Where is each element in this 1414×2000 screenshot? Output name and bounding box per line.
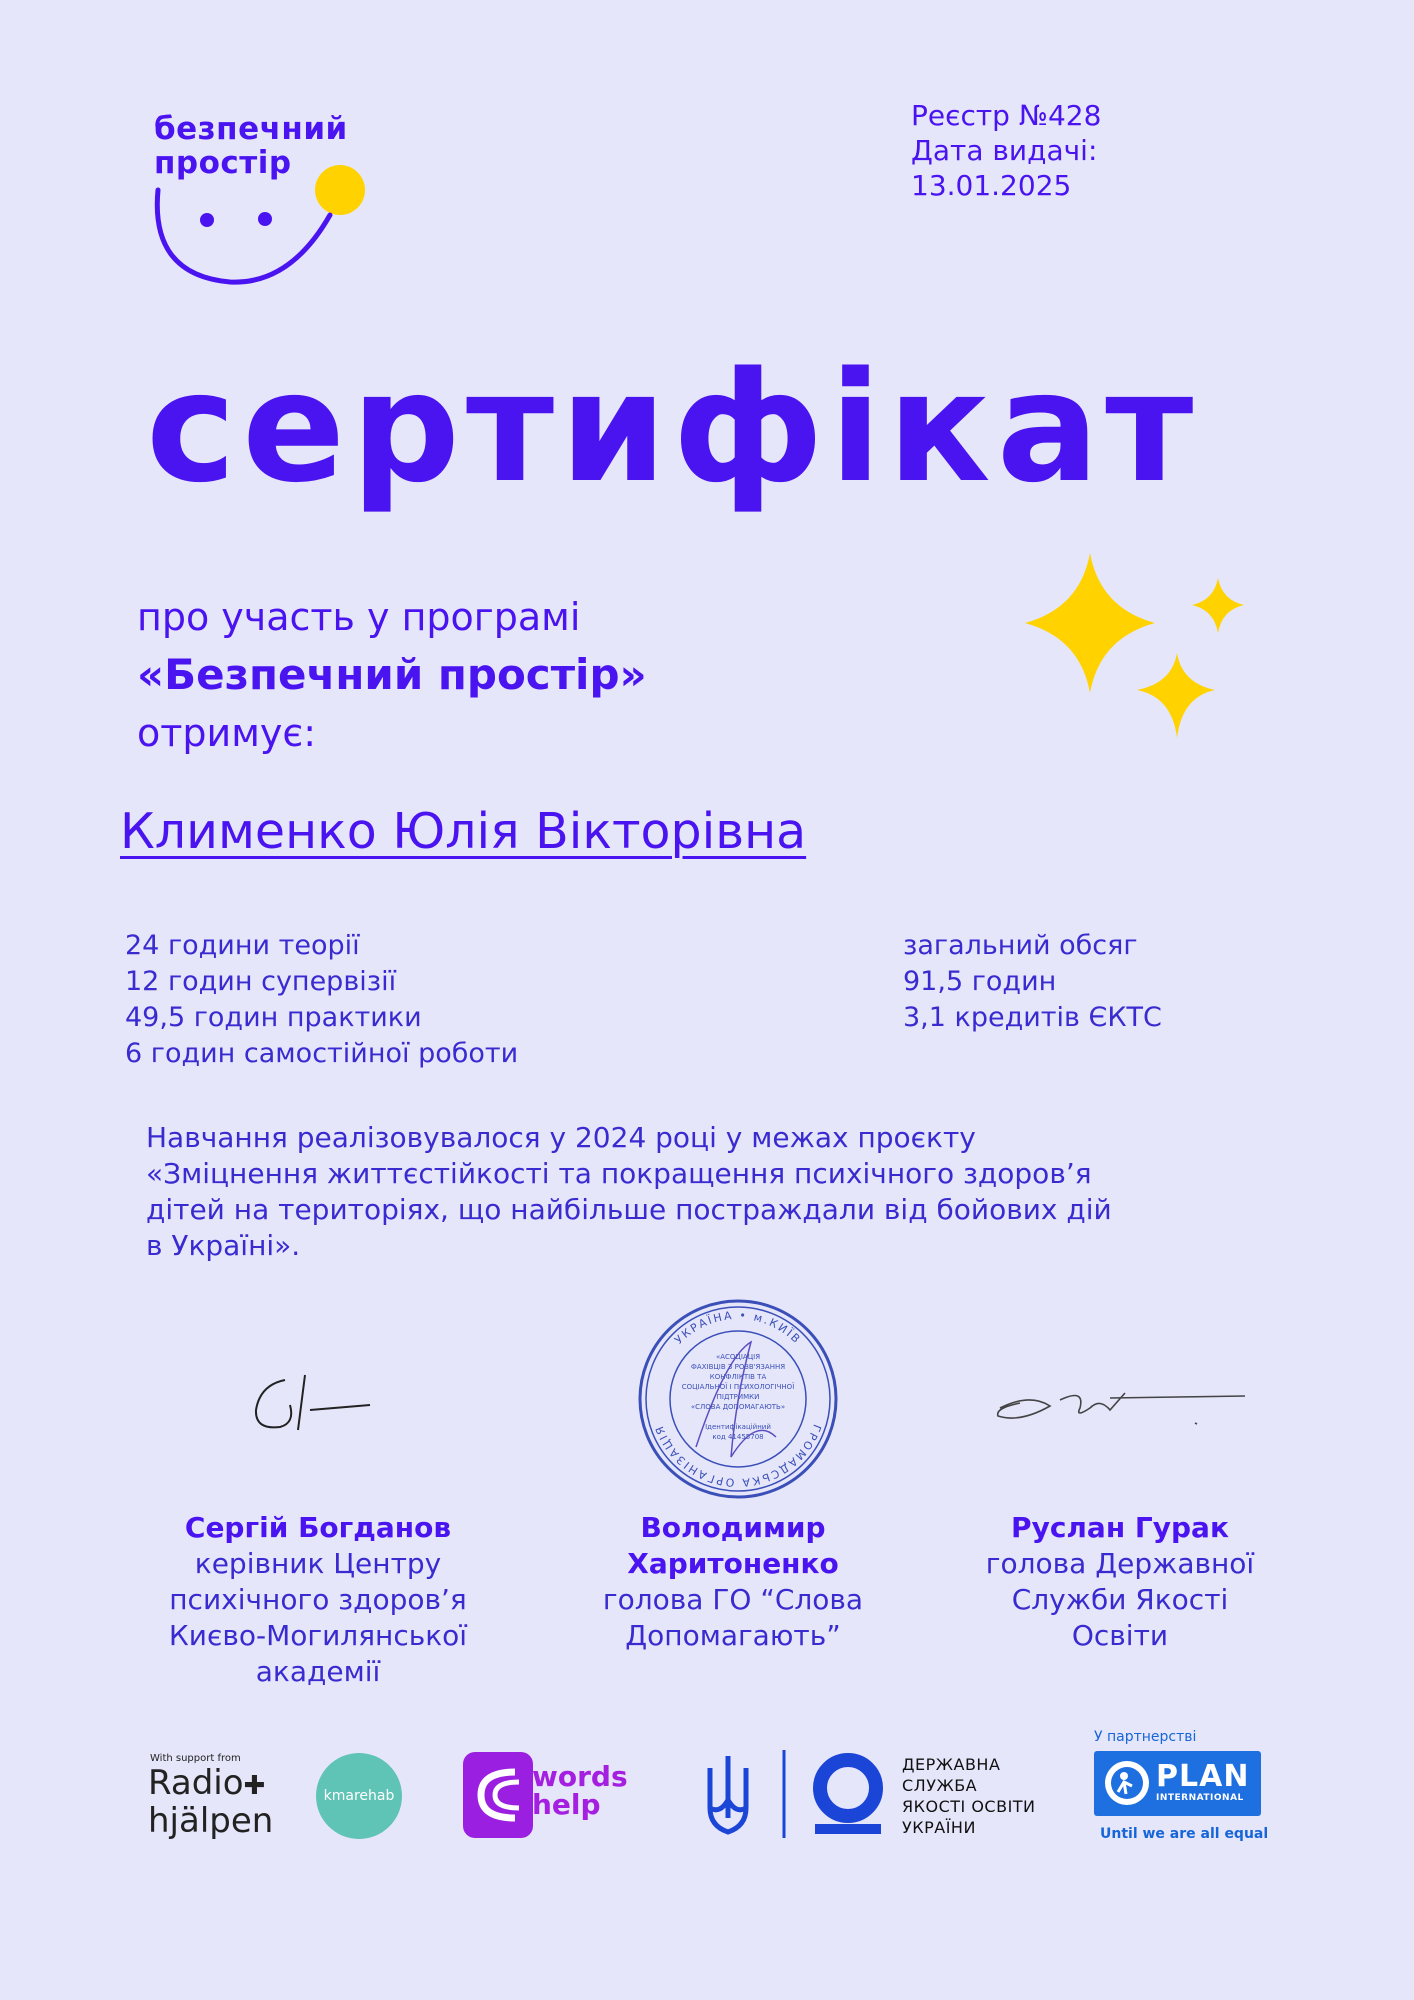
issue-date: 13.01.2025 (911, 169, 1072, 202)
words-help-word-1: words (532, 1760, 628, 1793)
plan-partner-label: У партнерстві (1094, 1729, 1197, 1745)
logo-line-1: безпечний (154, 111, 348, 147)
recipient-name: Клименко Юлія Вікторівна (120, 803, 807, 860)
stamp-id-code: код 41455708 (712, 1433, 764, 1441)
signatory-role: керівник Центру (194, 1547, 442, 1580)
hours-item: 49,5 годин практики (125, 1002, 422, 1033)
signatory-role: Допомагають” (625, 1619, 841, 1652)
project-description (146, 1120, 1286, 1264)
hours-item: 12 годин супервізії (125, 966, 397, 997)
dsyao-line: ДЕРЖАВНА (902, 1755, 1001, 1774)
hours-item: 6 годин самостійної роботи (125, 1038, 519, 1069)
receives-label: отримує: (137, 711, 317, 755)
radiohjalpen-logo: Radio✚ hjälpen (148, 1763, 274, 1841)
intro-line: про участь у програмі (137, 595, 581, 639)
stamp-ring-bottom: ГРОМАДСЬКА ОРГАНІЗАЦІЯ (652, 1422, 824, 1490)
signatory-role: Освіти (1071, 1619, 1169, 1652)
stamp-text: «АСОЦІАЦІЯ (715, 1353, 761, 1361)
hours-item: 24 години теорії (125, 930, 360, 961)
kmarehab-logo: kmarehab (316, 1753, 402, 1839)
stamp-text: КОНФЛІКТІВ ТА (709, 1373, 767, 1381)
stamp-ring-top: УКРАЇНА • м.КИЇВ (672, 1308, 804, 1347)
stamp-text: «СЛОВА ДОПОМАГАЮТЬ» (690, 1403, 786, 1411)
signatory-surname: Харитоненко (627, 1547, 839, 1580)
stamp-text: ФАХІВЦІВ З РОЗВ'ЯЗАННЯ (690, 1363, 786, 1371)
certificate-title: сертифікат (146, 339, 1200, 516)
radiohjalpen-support-text: With support from (150, 1753, 241, 1764)
program-name: «Безпечний простір» (137, 650, 647, 699)
registry-number: Реєстр №428 (911, 99, 1102, 132)
sparkle-stars-icon (1020, 548, 1250, 748)
signatory-role: голова Державної (985, 1547, 1255, 1580)
trident-dsyao-icon (700, 1748, 890, 1840)
issue-date-label: Дата видачі: (911, 134, 1098, 167)
project-line: в Україні». (146, 1229, 301, 1262)
signatory-role: голова ГО “Слова (602, 1583, 864, 1616)
signatory-role: Служби Якості (1011, 1583, 1229, 1616)
dsyao-line: СЛУЖБА (902, 1776, 978, 1795)
total-hours: 91,5 годин (903, 966, 1057, 997)
plan-tagline: Until we are all equal (1100, 1826, 1269, 1842)
plan-international: INTERNATIONAL (1156, 1793, 1244, 1803)
registry-info (911, 98, 1101, 203)
signatory-name: Руслан Гурак (1011, 1511, 1229, 1544)
signature-bogdanov (250, 1365, 390, 1445)
project-line: Навчання реалізовувалося у 2024 році у межах проєкту (146, 1121, 976, 1154)
total-credits: 3,1 кредитів ЄКТС (903, 1002, 1162, 1033)
project-line: «Зміцнення життєстійкості та покращення психічного здоров’я (146, 1157, 1092, 1190)
dsyao-logo-text (902, 1754, 1036, 1838)
signatory-bogdanov (153, 1510, 483, 1690)
signatory-role: психічного здоров’я (169, 1583, 467, 1616)
svg-text:УКРАЇНА • м.КИЇВ (672, 1309, 804, 1347)
dsyao-line: УКРАЇНИ (902, 1818, 976, 1837)
signature-gurak (990, 1378, 1260, 1438)
signatory-gurak (955, 1510, 1285, 1654)
words-help-logo (532, 1760, 628, 1821)
certificate-intro (137, 588, 647, 762)
total-volume (903, 928, 1162, 1036)
signatory-role: академії (255, 1655, 381, 1688)
logo-smile-icon (150, 155, 370, 285)
signatory-kharytonenko (568, 1510, 898, 1654)
total-label: загальний обсяг (903, 930, 1138, 961)
signatory-role: Києво-Могилянської (168, 1619, 468, 1652)
words-help-word-2: help (532, 1788, 601, 1821)
stamp-text: ПІДТРИМКИ (716, 1393, 760, 1401)
plan-word: PLAN (1156, 1759, 1250, 1794)
stamp-id-label: Ідентифікаційний (705, 1423, 771, 1431)
radiohjalpen-word-2: hjälpen (148, 1801, 274, 1841)
dsyao-line: ЯКОСТІ ОСВІТИ (902, 1797, 1036, 1816)
plan-people-icon (1102, 1758, 1152, 1808)
signatory-name: Володимир (640, 1511, 826, 1544)
words-help-icon (463, 1752, 533, 1838)
signatory-name: Сергій Богданов (184, 1511, 452, 1544)
organization-stamp (636, 1297, 840, 1501)
hours-breakdown (125, 928, 518, 1072)
stamp-text: СОЦІАЛЬНОЇ І ПСИХОЛОГІЧНОЇ (681, 1383, 795, 1391)
logo-line-2: простір (154, 145, 292, 181)
project-line: дітей на територіях, що найбільше постраждали від бойових дій (146, 1193, 1112, 1226)
radiohjalpen-word-1: Radio (148, 1763, 244, 1803)
